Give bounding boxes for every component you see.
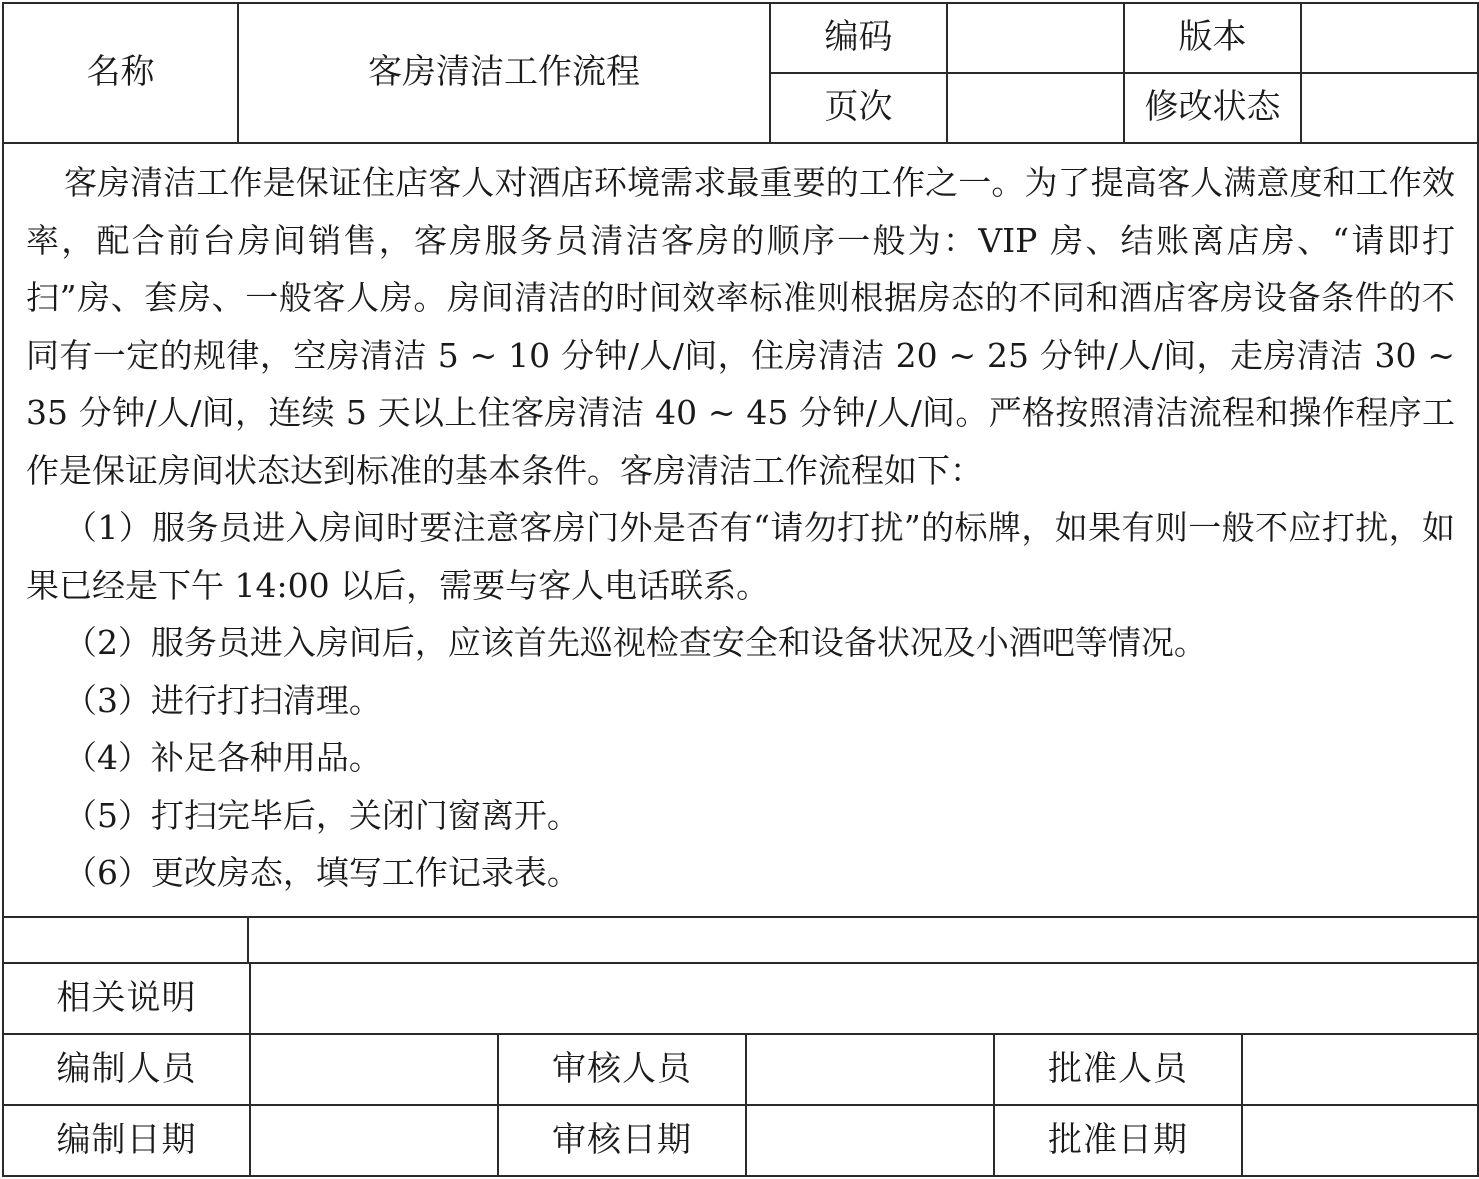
code-value-cell [947,3,1124,73]
edit-date-value-grid-cell [250,1105,498,1176]
approver-label-grid: 批准人员 [1048,1048,1188,1089]
notes-row-grid [3,963,1478,1034]
status-label: 修改状态 [1144,87,1281,128]
editor-value-grid-cell [250,1034,498,1105]
document-title: 客房清洁工作流程 [368,52,640,93]
approve-date-value-grid-cell [1242,1105,1478,1176]
body-content-cell [3,143,1478,917]
code-label: 编码 [824,17,893,58]
approve-date-label-grid: 批准日期 [1048,1119,1188,1160]
status-value-cell [1301,73,1478,143]
review-date-label-grid: 审核日期 [552,1119,692,1160]
version-value-cell [1301,3,1478,73]
reviewer-value-grid-cell [746,1034,994,1105]
footer-table [2,962,1479,1177]
code-label-cell [770,3,947,73]
edit-date-label-grid-cell [3,1105,250,1176]
step-3: （3）进行打扫清理。 [63,680,382,720]
editor-label-grid: 编制人员 [56,1048,197,1089]
name-label: 名称 [86,52,155,93]
name-label-cell [3,3,238,143]
step-2: （2）服务员进入房间后，应该首先巡视检查安全和设备状况及小酒吧等情况。 [63,623,1207,662]
edit-date-label-grid: 编制日期 [56,1119,197,1160]
review-date-label-grid-cell [498,1105,746,1176]
notes-label-grid-cell [3,963,250,1034]
step-4: （4）补足各种用品。 [63,738,382,777]
version-label: 版本 [1178,17,1247,58]
notes-value-grid-cell [250,963,1478,1034]
page-label-cell [770,73,947,143]
notes-label-grid: 相关说明 [56,977,197,1018]
header-row-1 [3,3,1478,73]
approver-label-grid-cell [994,1034,1242,1105]
editor-label-grid-cell [3,1034,250,1105]
reviewer-label-grid: 审核人员 [552,1048,692,1089]
body-row [3,143,1478,917]
page-label: 页次 [824,87,893,128]
review-date-value-grid-cell [746,1105,994,1176]
intro-paragraph: 客房清洁工作是保证住店客人对酒店环境需求最重要的工作之一。为了提高客人满意度和工作效率，配合前台房间销售，客房服务员清洁客房的顺序一般为：VIP 房、结账离店房、“请即打扫”房、套房、一般客人房。房间清洁的时间效率标准则根据房态的不同和酒店客房设备条件的不同有一定的规律，空房清洁 5 ~ 10 分钟/人/间，住房清洁 20 ~ 25 分钟/人/间，走房清洁 30 ~ 35 分钟/人/间，连续 5 天以上住客房清洁 40 ~ 45 分钟/人/间。严格按照清洁流程和操作程序工作是保证房间状态达到标准的基本条件。客房清洁工作流程如下： [26,163,1455,490]
reviewer-label-grid-cell [498,1034,746,1105]
version-label-cell [1124,3,1301,73]
page-value-cell [947,73,1124,143]
step-6: （6）更改房态，填写工作记录表。 [63,853,580,892]
status-label-cell [1124,73,1301,143]
name-value-cell [238,3,770,143]
step-1: （1）服务员进入房间时要注意客房门外是否有“请勿打扰”的标牌，如果有则一般不应打扰，如果已经是下午 14:00 以后，需要与客人电话联系。 [26,508,1455,605]
dates-row-grid [3,1105,1478,1176]
approver-value-grid-cell [1242,1034,1478,1105]
approve-date-label-grid-cell [994,1105,1242,1176]
personnel-row-grid [3,1034,1478,1105]
step-5: （5）打扫完毕后，关闭门窗离开。 [63,795,580,835]
